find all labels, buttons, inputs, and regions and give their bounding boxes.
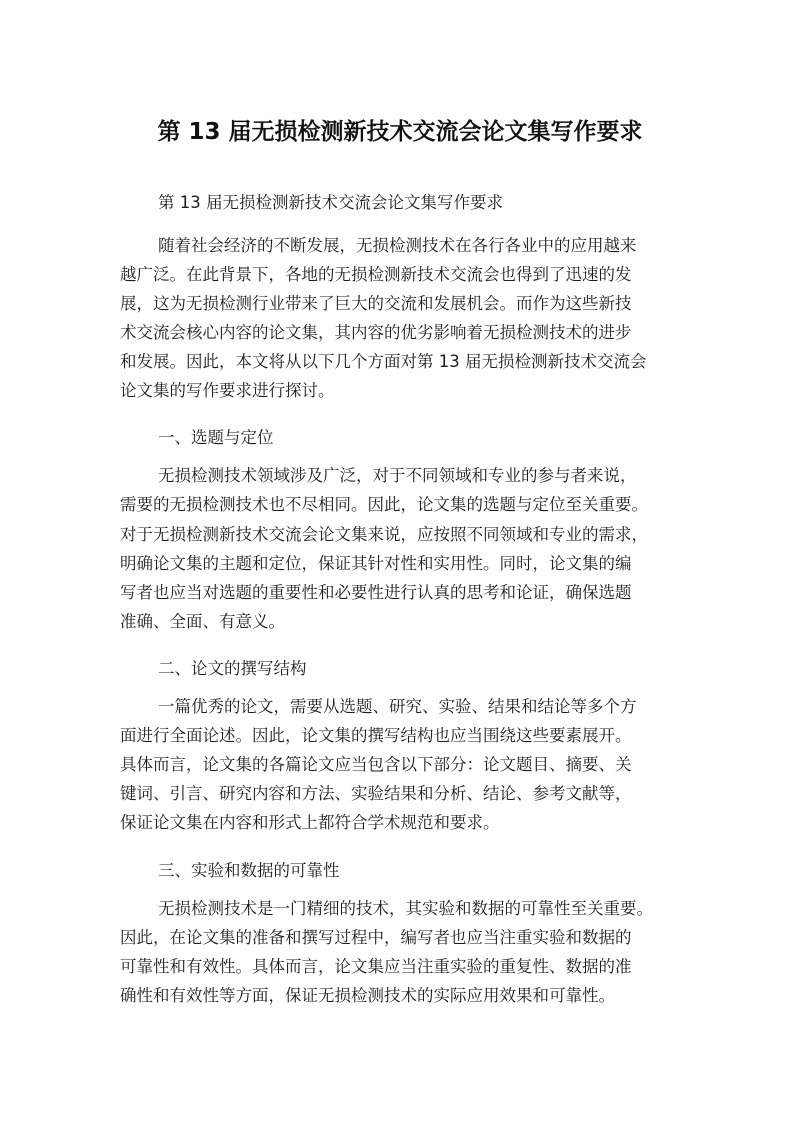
section-2-line-3: 具体而言，论文集的各篇论文应当包含以下部分：论文题目、摘要、关 (120, 755, 632, 774)
section-2-line-5: 保证论文集在内容和形式上都符合学术规范和要求。 (120, 813, 500, 832)
intro-line-4: 术交流会核心内容的论文集，其内容的优劣影响着无损检测技术的进步 (120, 323, 632, 342)
document-title: 第 13 届无损检测新技术交流会论文集写作要求 (157, 119, 643, 145)
section-1-line-4: 明确论文集的主题和定位，保证其针对性和实用性。同时，论文集的编 (120, 554, 632, 573)
section-3-line-2: 因此，在论文集的准备和撰写过程中，编写者也应当注重实验和数据的 (120, 928, 632, 947)
section-1-line-2: 需要的无损检测技术也不尽相同。因此，论文集的选题与定位至关重要。 (120, 495, 648, 514)
intro-line-5: 和发展。因此，本文将从以下几个方面对第 13 届无损检测新技术交流会 (120, 352, 647, 371)
intro-line-2: 越广泛。在此背景下，各地的无损检测新技术交流会也得到了迅速的发 (120, 265, 632, 284)
section-2-line-4: 键词、引言、研究内容和方法、实验结果和分析、结论、参考文献等， (120, 784, 632, 803)
section-1-heading: 一、选题与定位 (158, 428, 274, 447)
section-3-line-4: 确性和有效性等方面，保证无损检测技术的实际应用效果和可靠性。 (120, 986, 615, 1005)
section-3-line-3: 可靠性和有效性。具体而言，论文集应当注重实验的重复性、数据的准 (120, 957, 632, 976)
intro-line-1: 随着社会经济的不断发展，无损检测技术在各行各业中的应用越来 (158, 236, 637, 255)
document-subtitle: 第 13 届无损检测新技术交流会论文集写作要求 (158, 193, 503, 212)
section-3-line-1: 无损检测技术是一门精细的技术，其实验和数据的可靠性至关重要。 (158, 899, 653, 918)
section-1-line-5: 写者也应当对选题的重要性和必要性进行认真的思考和论证，确保选题 (120, 583, 632, 602)
section-1-line-3: 对于无损检测新技术交流会论文集来说，应按照不同领域和专业的需求， (120, 525, 648, 544)
section-1-line-6: 准确、全面、有意义。 (120, 612, 285, 631)
section-1-line-1: 无损检测技术领域涉及广泛，对于不同领域和专业的参与者来说， (158, 466, 637, 485)
section-2-line-2: 面进行全面论述。因此，论文集的撰写结构也应当围绕这些要素展开。 (120, 726, 632, 745)
intro-line-6: 论文集的写作要求进行探讨。 (120, 381, 335, 400)
intro-line-3: 展，这为无损检测行业带来了巨大的交流和发展机会。而作为这些新技 (120, 294, 632, 313)
section-2-line-1: 一篇优秀的论文，需要从选题、研究、实验、结果和结论等多个方 (158, 697, 637, 716)
section-3-heading: 三、实验和数据的可靠性 (158, 861, 340, 880)
section-2-heading: 二、论文的撰写结构 (158, 659, 307, 678)
